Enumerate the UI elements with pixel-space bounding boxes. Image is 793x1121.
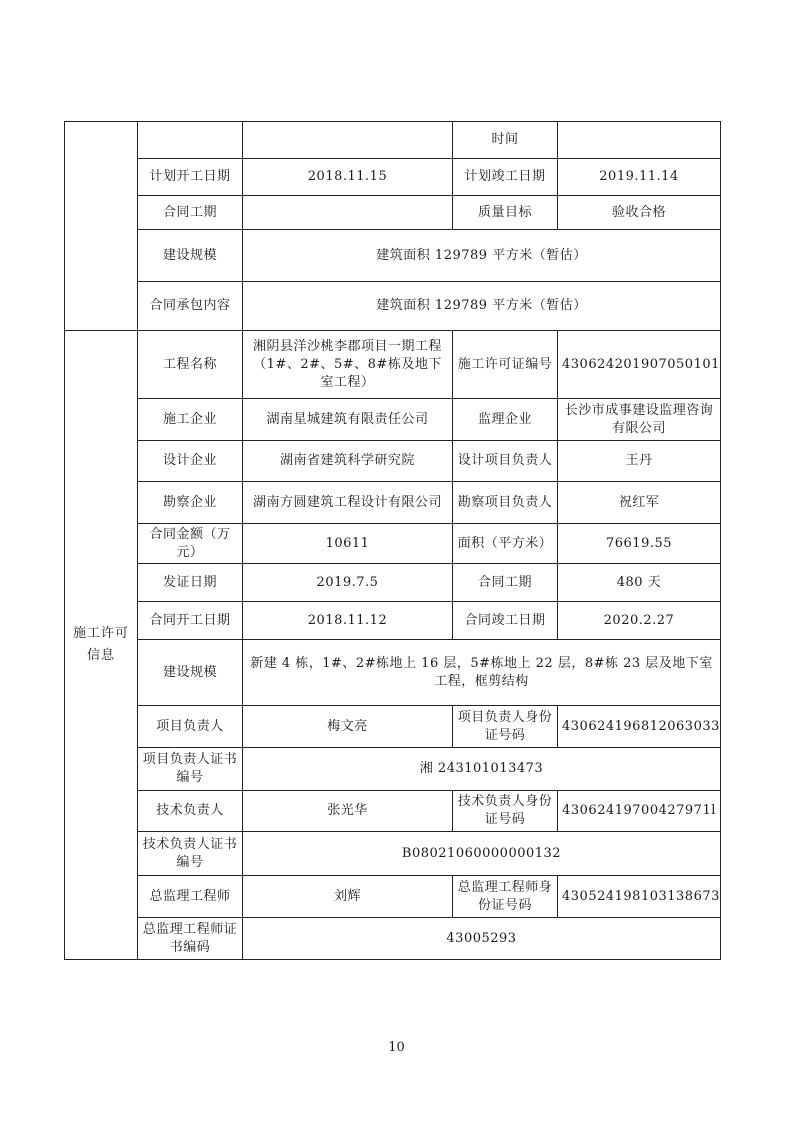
table-row <box>65 482 721 524</box>
cell-value: 430624201907050101 <box>558 331 721 399</box>
cell-label: 面积（平方米） <box>453 524 558 564</box>
cell-label: 技术负责人证书编号 <box>138 832 243 876</box>
cell-value: B08021060000000132 <box>243 832 721 876</box>
cell-value: 2020.2.27 <box>558 602 721 640</box>
cell-value: 2018.11.15 <box>243 159 453 196</box>
cell-label: 勘察项目负责人 <box>453 482 558 524</box>
cell-value: 张光华 <box>243 791 453 832</box>
cell-value: 430624196812063033 <box>558 706 721 748</box>
cell-label: 计划开工日期 <box>138 159 243 196</box>
table-row <box>65 602 721 640</box>
cell-value: 480 天 <box>558 564 721 602</box>
cell-value: 43062419700427971l <box>558 791 721 832</box>
table-row <box>65 876 721 918</box>
cell-value: 43005293 <box>243 918 721 960</box>
table-row <box>65 331 721 399</box>
cell-label: 建设规模 <box>138 640 243 706</box>
cell-label: 总监理工程师证书编码 <box>138 918 243 960</box>
cell-label: 项目负责人身份证号码 <box>453 706 558 748</box>
cell-label: 施工企业 <box>138 399 243 441</box>
cell-value: 建筑面积 129789 平方米（暂估） <box>243 282 721 331</box>
cell-label: 监理企业 <box>453 399 558 441</box>
cell-value: 湘阴县洋沙桃李郡项目一期工程（1#、2#、5#、8#栋及地下室工程） <box>243 331 453 399</box>
table-row <box>65 159 721 196</box>
project-info-table <box>64 121 721 960</box>
table-row <box>65 524 721 564</box>
contract-section-cell <box>65 122 138 331</box>
table-row <box>65 441 721 482</box>
cell-value: 刘辉 <box>243 876 453 918</box>
cell-label: 勘察企业 <box>138 482 243 524</box>
cell-label: 项目负责人 <box>138 706 243 748</box>
cell-label: 技术负责人身份证号码 <box>453 791 558 832</box>
cell-value: 长沙市成事建设监理咨询有限公司 <box>558 399 721 441</box>
cell-label <box>138 122 243 159</box>
table-row <box>65 791 721 832</box>
table-row <box>65 282 721 331</box>
cell-value: 430524198103138673 <box>558 876 721 918</box>
cell-value <box>558 122 721 159</box>
table-row <box>65 122 721 159</box>
cell-label: 设计项目负责人 <box>453 441 558 482</box>
table-row <box>65 196 721 230</box>
cell-value <box>243 196 453 230</box>
cell-value: 验收合格 <box>558 196 721 230</box>
cell-value: 2018.11.12 <box>243 602 453 640</box>
table-row <box>65 399 721 441</box>
cell-label: 合同竣工日期 <box>453 602 558 640</box>
cell-value: 湖南方圆建筑工程设计有限公司 <box>243 482 453 524</box>
cell-label: 合同工期 <box>138 196 243 230</box>
cell-label: 施工许可证编号 <box>453 331 558 399</box>
cell-label: 建设规模 <box>138 230 243 282</box>
cell-label: 合同开工日期 <box>138 602 243 640</box>
cell-label: 时间 <box>453 122 558 159</box>
cell-label: 总监理工程师身份证号码 <box>453 876 558 918</box>
table-row <box>65 640 721 706</box>
cell-value: 祝红军 <box>558 482 721 524</box>
cell-value: 王丹 <box>558 441 721 482</box>
cell-label: 计划竣工日期 <box>453 159 558 196</box>
cell-value: 10611 <box>243 524 453 564</box>
cell-value: 76619.55 <box>558 524 721 564</box>
permit-section-title: 施工许可信息 <box>65 331 138 960</box>
table-row <box>65 564 721 602</box>
cell-label: 发证日期 <box>138 564 243 602</box>
table-row <box>65 748 721 791</box>
cell-label: 合同承包内容 <box>138 282 243 331</box>
cell-label: 设计企业 <box>138 441 243 482</box>
cell-value: 2019.11.14 <box>558 159 721 196</box>
table-row <box>65 832 721 876</box>
cell-label: 总监理工程师 <box>138 876 243 918</box>
cell-label: 项目负责人证书编号 <box>138 748 243 791</box>
cell-label: 合同工期 <box>453 564 558 602</box>
cell-value: 湘 243101013473 <box>243 748 721 791</box>
cell-label: 质量目标 <box>453 196 558 230</box>
page-number: 10 <box>388 1040 405 1055</box>
cell-value: 建筑面积 129789 平方米（暂估） <box>243 230 721 282</box>
table-row <box>65 918 721 960</box>
table-row <box>65 230 721 282</box>
cell-value: 新建 4 栋，1#、2#栋地上 16 层，5#栋地上 22 层，8#栋 23 层及地下室工程，框剪结构 <box>243 640 721 706</box>
cell-value: 梅文亮 <box>243 706 453 748</box>
cell-label: 合同金额（万元） <box>138 524 243 564</box>
cell-value: 湖南星城建筑有限责任公司 <box>243 399 453 441</box>
cell-label: 技术负责人 <box>138 791 243 832</box>
cell-label: 工程名称 <box>138 331 243 399</box>
cell-value <box>243 122 453 159</box>
cell-value: 湖南省建筑科学研究院 <box>243 441 453 482</box>
table-row <box>65 706 721 748</box>
cell-value: 2019.7.5 <box>243 564 453 602</box>
